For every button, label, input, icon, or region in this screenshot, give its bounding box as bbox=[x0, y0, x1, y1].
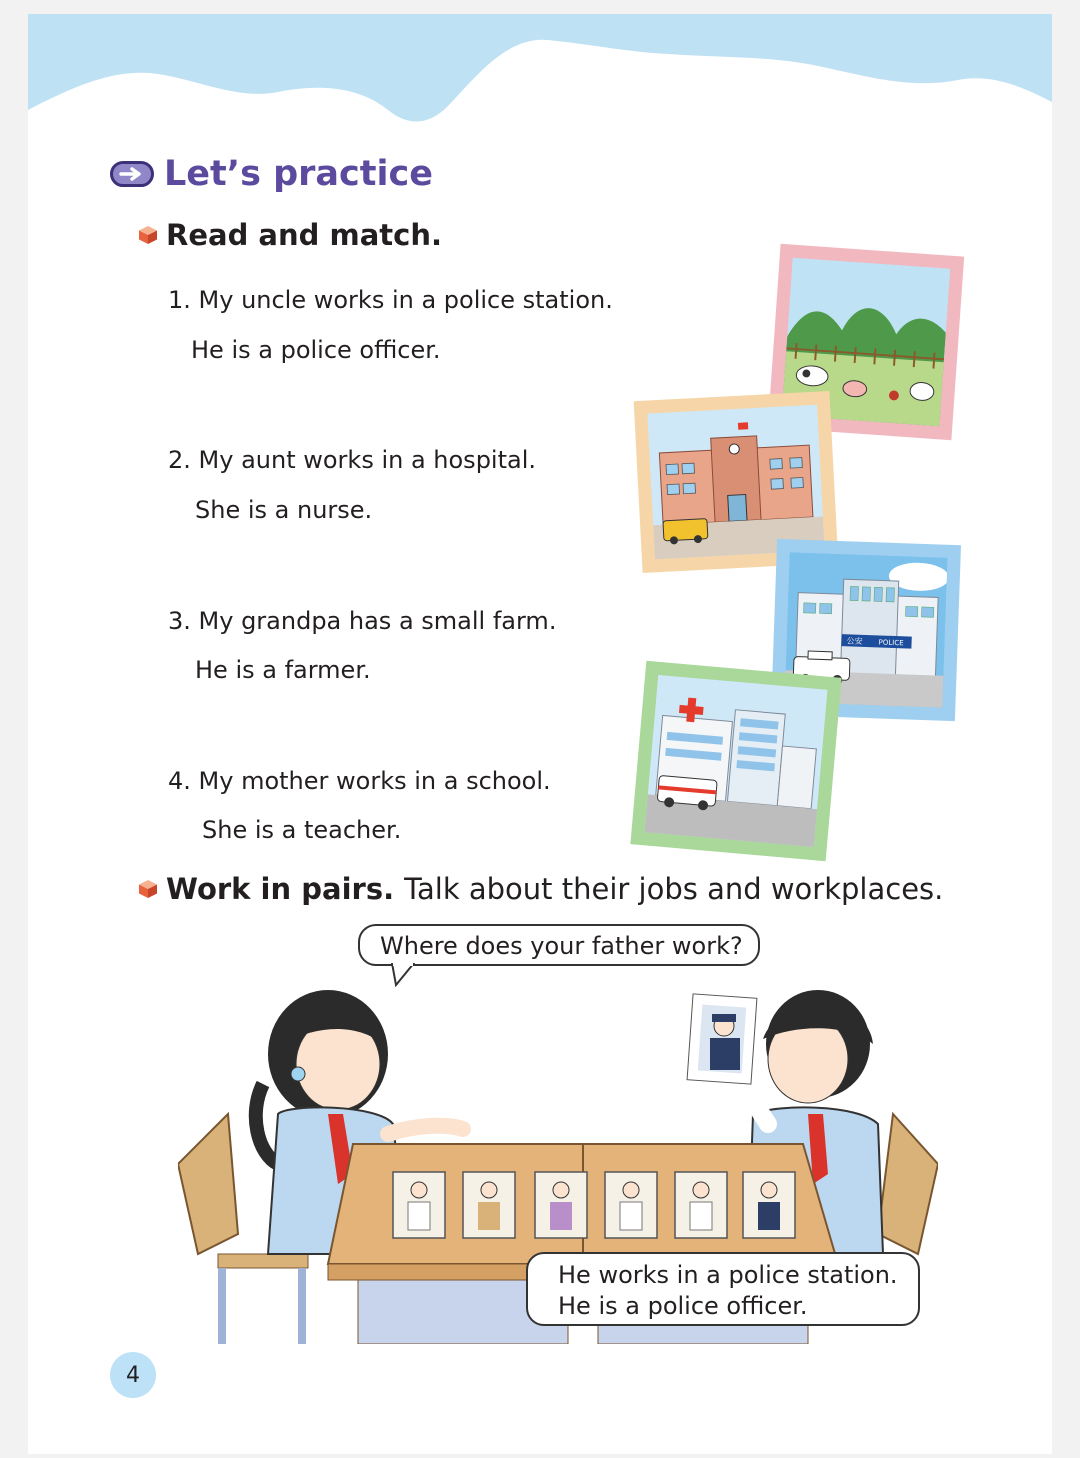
sentence-3b: He is a farmer. bbox=[195, 656, 371, 684]
task-work-in-pairs bbox=[138, 872, 943, 906]
sentence-2a: 2. My aunt works in a hospital. bbox=[168, 446, 537, 474]
header-wave bbox=[28, 14, 1052, 144]
sentence-4b: She is a teacher. bbox=[202, 816, 402, 844]
sentence-3a: 3. My grandpa has a small farm. bbox=[168, 607, 557, 635]
task2-instruction: Talk about their jobs and workplaces. bbox=[404, 872, 944, 906]
section-heading bbox=[110, 154, 433, 194]
sentence-1b: He is a police officer. bbox=[191, 336, 441, 364]
school-illustration bbox=[647, 405, 824, 560]
task2-label: Work in pairs. bbox=[166, 872, 395, 906]
police-sign-cn: 公安 bbox=[846, 636, 863, 646]
page-number: 4 bbox=[126, 1362, 140, 1388]
hospital-illustration bbox=[644, 675, 827, 847]
bubble-tail-question bbox=[390, 963, 420, 987]
task-read-and-match bbox=[138, 218, 442, 252]
page-number-badge bbox=[110, 1352, 156, 1398]
cube-icon bbox=[138, 879, 158, 899]
arrow-right-icon bbox=[110, 161, 154, 187]
sentence-4a: 4. My mother works in a school. bbox=[168, 767, 551, 795]
cube-icon bbox=[138, 225, 158, 245]
task-label: Read and match. bbox=[166, 218, 442, 252]
textbook-page bbox=[28, 14, 1052, 1454]
police-sign: POLICE bbox=[878, 638, 904, 648]
speech-bubble-question bbox=[358, 924, 760, 966]
sentence-2b: She is a nurse. bbox=[195, 496, 373, 524]
question-text: Where does your father work? bbox=[380, 932, 743, 960]
answer-line-1: He works in a police station. bbox=[558, 1261, 898, 1289]
section-title: Let’s practice bbox=[164, 154, 433, 194]
sentence-1a: 1. My uncle works in a police station. bbox=[168, 286, 613, 314]
answer-line-2: He is a police officer. bbox=[558, 1292, 808, 1320]
speech-bubble-answer bbox=[526, 1252, 920, 1326]
photo-hospital[interactable] bbox=[630, 661, 841, 861]
